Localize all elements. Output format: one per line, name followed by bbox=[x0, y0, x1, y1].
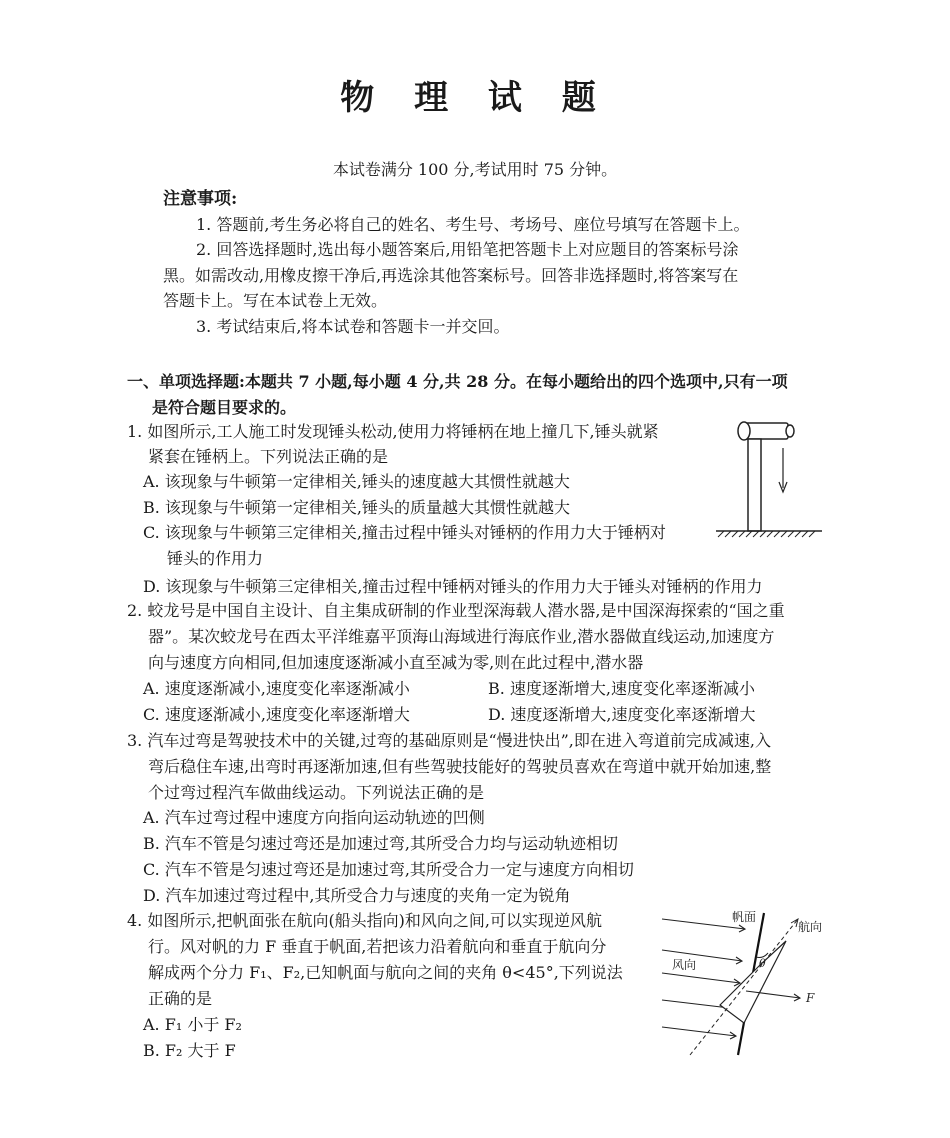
notice-heading: 注意事项: bbox=[163, 189, 238, 209]
notice-line-3: 黑。如需改动,用橡皮擦干净后,再选涂其他答案标号。回答非选择题时,将答案写在 bbox=[163, 266, 739, 285]
label-force: F bbox=[806, 991, 815, 1005]
q2-stem-2: 器”。某次蛟龙号在西太平洋维嘉平顶海山海域进行海底作业,潜水器做直线运动,加速度方 bbox=[148, 627, 775, 646]
q4-option-b: B. F₂ 大于 F bbox=[143, 1041, 236, 1060]
q4-option-a: A. F₁ 小于 F₂ bbox=[143, 1015, 242, 1034]
q3-stem-3: 个过弯过程汽车做曲线运动。下列说法正确的是 bbox=[148, 783, 485, 802]
hammer-head-left-face bbox=[738, 422, 750, 440]
heading-line bbox=[690, 919, 798, 1055]
notice-line-1: 1. 答题前,考生务必将自己的姓名、考生号、考场号、座位号填写在答题卡上。 bbox=[196, 215, 750, 234]
exam-info: 本试卷满分 100 分,考试用时 75 分钟。 bbox=[332, 160, 618, 179]
q1-option-c-1: C. 该现象与牛顿第三定律相关,撞击过程中锤头对锤柄的作用力大于锤柄对 bbox=[143, 523, 666, 542]
q2-option-d: D. 速度逐渐增大,速度变化率逐渐增大 bbox=[488, 705, 756, 724]
sail-figure bbox=[660, 905, 830, 1065]
label-angle: θ bbox=[759, 957, 766, 970]
q1-option-a: A. 该现象与牛顿第一定律相关,锤头的速度越大其惯性就越大 bbox=[143, 472, 570, 491]
label-heading: 航向 bbox=[798, 920, 823, 934]
q2-stem-3: 向与速度方向相同,但加速度逐渐减小直至减为零,则在此过程中,潜水器 bbox=[148, 653, 644, 672]
hammer-head-right-face bbox=[786, 425, 794, 437]
wind-arrows bbox=[662, 919, 745, 1039]
q1-stem-1: 1. 如图所示,工人施工时发现锤头松动,使用力将锤柄在地上撞几下,锤头就紧 bbox=[127, 422, 659, 441]
page-title: 物 理 试 题 bbox=[340, 78, 610, 118]
notice-line-4: 答题卡上。写在本试卷上无效。 bbox=[163, 291, 388, 310]
notice-line-2: 2. 回答选择题时,选出每小题答案后,用铅笔把答题卡上对应题目的答案标号涂 bbox=[196, 240, 739, 259]
q3-stem-2: 弯后稳住车速,出弯时再逐渐加速,但有些驾驶技能好的驾驶员喜欢在弯道中就开始加速,整 bbox=[148, 757, 772, 776]
section1-heading-2: 是符合题目要求的。 bbox=[152, 398, 297, 417]
q1-option-b: B. 该现象与牛顿第一定律相关,锤头的质量越大其惯性就越大 bbox=[143, 498, 571, 517]
q1-option-d: D. 该现象与牛顿第三定律相关,撞击过程中锤柄对锤头的作用力大于锤头对锤柄的作用力 bbox=[143, 577, 763, 596]
q3-option-c: C. 汽车不管是匀速过弯还是加速过弯,其所受合力一定与速度方向相切 bbox=[143, 860, 634, 879]
q4-stem-4: 正确的是 bbox=[148, 989, 213, 1008]
q2-option-a: A. 速度逐渐减小,速度变化率逐渐减小 bbox=[143, 679, 410, 698]
ground-hatching bbox=[718, 531, 815, 537]
section1-heading-1: 一、单项选择题:本题共 7 小题,每小题 4 分,共 28 分。在每小题给出的四个选项中,只有一项 bbox=[127, 372, 788, 391]
q2-option-c: C. 速度逐渐减小,速度变化率逐渐增大 bbox=[143, 705, 410, 724]
q4-stem-2: 行。风对帆的力 F 垂直于帆面,若把该力沿着航向和垂直于航向分 bbox=[148, 937, 607, 956]
label-sail: 帆面 bbox=[732, 910, 757, 924]
label-wind: 风向 bbox=[672, 958, 697, 972]
q2-option-b: B. 速度逐渐增大,速度变化率逐渐减小 bbox=[488, 679, 756, 698]
q4-stem-3: 解成两个分力 F₁、F₂,已知帆面与航向之间的夹角 θ<45°,下列说法 bbox=[148, 963, 623, 982]
notice-line-5: 3. 考试结束后,将本试卷和答题卡一并交回。 bbox=[196, 317, 510, 336]
q2-stem-1: 2. 蛟龙号是中国自主设计、自主集成研制的作业型深海载人潜水器,是中国深海探索的“国之重 bbox=[127, 601, 785, 620]
q1-option-c-2: 锤头的作用力 bbox=[167, 549, 264, 568]
q4-stem-1: 4. 如图所示,把帆面张在航向(船头指向)和风向之间,可以实现逆风航 bbox=[127, 911, 603, 930]
hammer-handle bbox=[748, 439, 761, 531]
q3-option-a: A. 汽车过弯过程中速度方向指向运动轨迹的凹侧 bbox=[143, 808, 485, 827]
q3-stem-1: 3. 汽车过弯是驾驶技术中的关键,过弯的基础原则是“慢进快出”,即在进入弯道前完成减速,入 bbox=[127, 731, 771, 750]
hammer-figure bbox=[712, 418, 827, 543]
q3-option-b: B. 汽车不管是匀速过弯还是加速过弯,其所受合力均与运动轨迹相切 bbox=[143, 834, 619, 853]
q3-option-d: D. 汽车加速过弯过程中,其所受合力与速度的夹角一定为锐角 bbox=[143, 886, 571, 905]
q1-stem-2: 紧套在锤柄上。下列说法正确的是 bbox=[148, 447, 389, 466]
